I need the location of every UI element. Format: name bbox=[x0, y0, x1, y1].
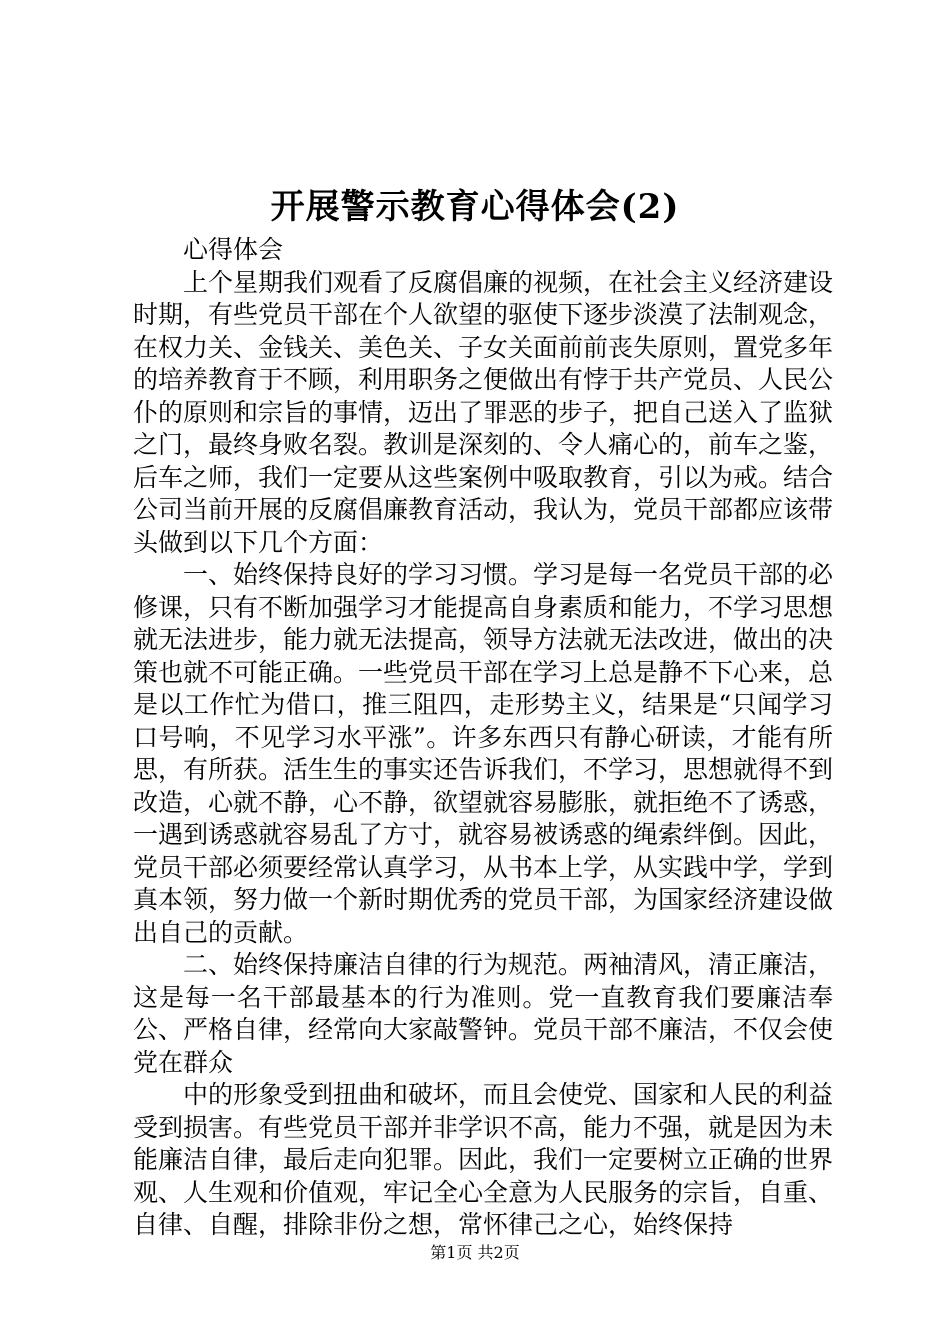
page-footer: 第1页 共2页 bbox=[430, 1243, 520, 1262]
paragraph-heading: 心得体会 bbox=[183, 235, 284, 264]
document-body bbox=[133, 234, 833, 1242]
paragraph-point-one: 一、始终保持良好的学习习惯。学习是每一名党员干部的必修课，只有不断加强学习才能提高自身素质和能力，不学习思想就无法进步，能力就无法提高，领导方法就无法改进，做出的决策也就不可能正确。一些党员干部在学习上总是静不下心来，总是以工作忙为借口，推三阻四，走形势主义，结果是“只闻学习口号响，不见学习水平涨”。许多东西只有静心研读，才能有所思，有所获。活生生的事实还告诉我们，不学习，思想就得不到改造，心就不静，心不静，欲望就容易膨胀，就拒绝不了诱惑，一遇到诱惑就容易乱了方寸，就容易被诱惑的绳索绊倒。因此，党员干部必须要经常认真学习，从书本上学，从实践中学，学到真本领，努力做一个新时期优秀的党员干部，为国家经济建设做出自己的贡献。 bbox=[133, 560, 834, 947]
paragraph-continuation: 中的形象受到扭曲和破坏，而且会使党、国家和人民的利益受到损害。有些党员干部并非学识不高，能力不强，就是因为未能廉洁自律，最后走向犯罪。因此，我们一定要树立正确的世界观、人生观和价值观，牢记全心全意为人民服务的宗旨，自重、自律、自醒，排除非份之想，常怀律己之心，始终保持 bbox=[133, 1080, 834, 1239]
paragraph-intro: 上个星期我们观看了反腐倡廉的视频，在社会主义经济建设时期，有些党员干部在个人欲望的驱使下逐步淡漠了法制观念，在权力关、金钱关、美色关、子女关面前前丧失原则，置党多年的培养教育于不顾，利用职务之便做出有悖于共产党员、人民公仆的原则和宗旨的事情，迈出了罪恶的步子，把自己送入了监狱之门，最终身败名裂。教训是深刻的、令人痛心的，前车之鉴，后车之师，我们一定要从这些案例中吸取教育，引以为戒。结合公司当前开展的反腐倡廉教育活动，我认为，党员干部都应该带头做到以下几个方面： bbox=[133, 267, 834, 557]
document-title: 开展警示教育心得体会(2) bbox=[270, 187, 680, 227]
paragraph-point-two: 二、始终保持廉洁自律的行为规范。两袖清风，清正廉洁，这是每一名干部最基本的行为准则。党一直教育我们要廉洁奉公、严格自律，经常向大家敲警钟。党员干部不廉洁，不仅会使党在群众 bbox=[133, 950, 834, 1077]
